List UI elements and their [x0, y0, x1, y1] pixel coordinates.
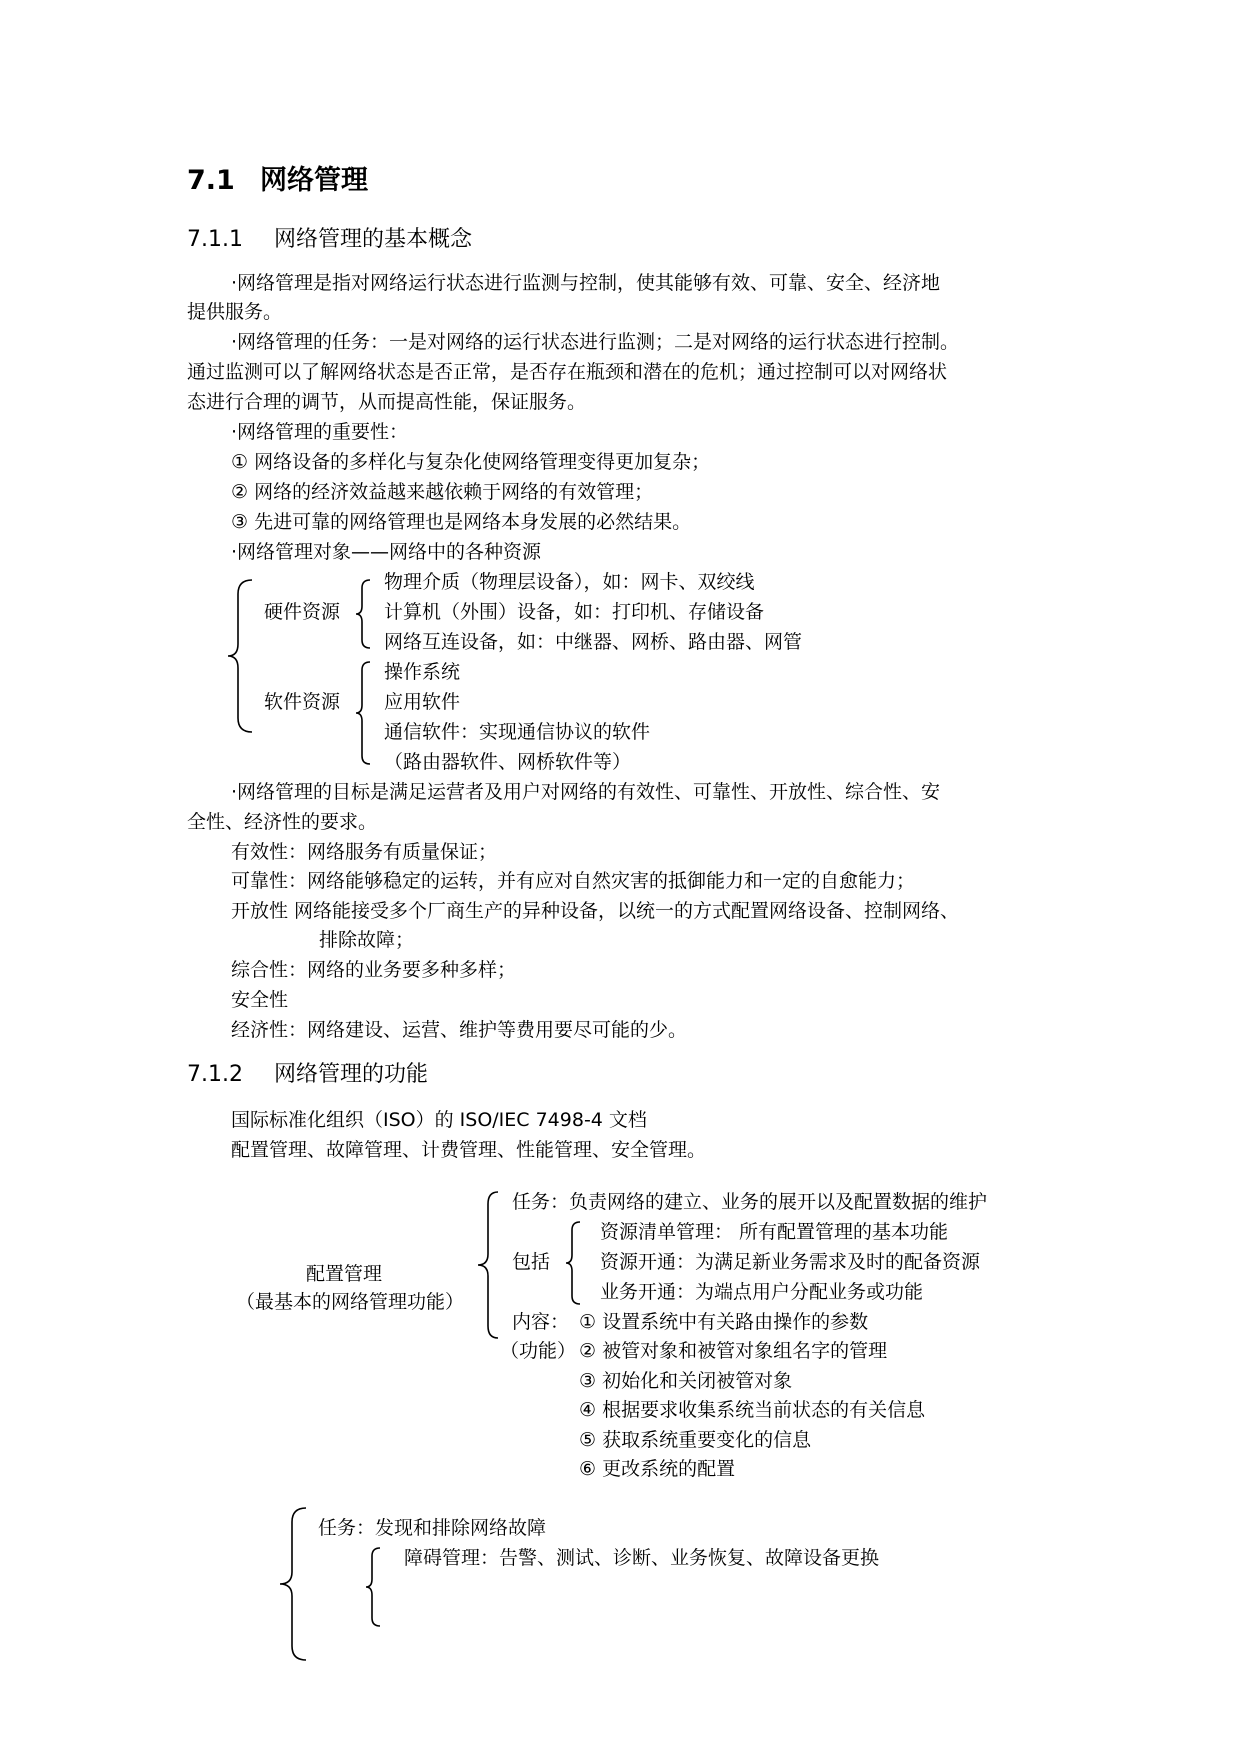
hardware-brace-icon	[352, 578, 376, 650]
content-item: ① 设置系统中有关路由操作的参数	[579, 1311, 869, 1333]
paragraph-line: 国际标准化组织（ISO）的 ISO/IEC 7498-4 文档	[231, 1109, 647, 1131]
includes-item: 业务开通：为端点用户分配业务或功能	[600, 1281, 924, 1303]
config-label: 配置管理	[306, 1263, 383, 1285]
content-item: ⑤ 获取系统重要变化的信息	[579, 1429, 812, 1451]
config-task: 任务：负责网络的建立、业务的展开以及配置数据的维护	[512, 1191, 988, 1213]
section-title: 网络管理	[260, 165, 368, 196]
subsection-number: 7.1.2	[187, 1062, 243, 1087]
hardware-item: 网络互连设备，如：中继器、网桥、路由器、网管	[384, 631, 803, 653]
fault-brace-icon	[276, 1506, 312, 1662]
goal-item: 排除故障；	[319, 929, 415, 951]
goal-item: 安全性	[231, 989, 289, 1011]
software-item: （路由器软件、网桥软件等）	[384, 751, 632, 773]
goal-item: 综合性：网络的业务要多种多样；	[231, 959, 517, 981]
software-item: 通信软件：实现通信协议的软件	[384, 721, 651, 743]
hardware-item: 计算机（外围）设备，如：打印机、存储设备	[384, 601, 765, 623]
software-item: 应用软件	[384, 691, 461, 713]
content-item: ⑥ 更改系统的配置	[579, 1458, 736, 1480]
config-sublabel: （最基本的网络管理功能）	[236, 1291, 465, 1313]
obstacle-brace-icon	[362, 1546, 386, 1628]
includes-brace-icon	[562, 1220, 586, 1306]
list-item: ② 网络的经济效益越来越依赖于网络的有效管理；	[231, 481, 654, 503]
content-item: ③ 初始化和关闭被管对象	[579, 1370, 793, 1392]
obstacle-item: 障碍管理：告警、测试、诊断、业务恢复、故障设备更换	[404, 1547, 880, 1569]
fault-task: 任务：发现和排除网络故障	[318, 1517, 547, 1539]
goal-item: 可靠性：网络能够稳定的运转，并有应对自然灾害的抵御能力和一定的自愈能力；	[231, 870, 916, 892]
hardware-item: 物理介质（物理层设备），如：网卡、双绞线	[384, 571, 755, 593]
goal-item: 经济性：网络建设、运营、维护等费用要尽可能的少。	[231, 1019, 688, 1041]
paragraph-line: 配置管理、故障管理、计费管理、性能管理、安全管理。	[231, 1139, 707, 1161]
software-label: 软件资源	[264, 691, 341, 713]
software-item: 操作系统	[384, 661, 461, 683]
paragraph-line: ·网络管理是指对网络运行状态进行监测与控制，使其能够有效、可靠、安全、经济地	[231, 272, 941, 294]
list-item: ③ 先进可靠的网络管理也是网络本身发展的必然结果。	[231, 511, 692, 533]
section-number: 7.1	[187, 165, 235, 196]
subsection-title: 网络管理的基本概念	[274, 227, 473, 252]
paragraph-line: 通过监测可以了解网络状态是否正常，是否存在瓶颈和潜在的危机；通过控制可以对网络状	[187, 361, 948, 383]
config-brace-icon	[474, 1190, 504, 1340]
paragraph-line: 态进行合理的调节，从而提高性能，保证服务。	[187, 391, 587, 413]
includes-label: 包括	[512, 1251, 551, 1273]
includes-item: 资源清单管理： 所有配置管理的基本功能	[600, 1221, 949, 1243]
content-sublabel: （功能）	[500, 1340, 577, 1362]
content-label: 内容：	[512, 1311, 570, 1333]
objects-heading: ·网络管理对象——网络中的各种资源	[231, 541, 542, 563]
paragraph-line: 全性、经济性的要求。	[187, 811, 378, 833]
subsection-number: 7.1.1	[187, 227, 243, 252]
outer-brace-icon	[224, 578, 260, 734]
subsection-title: 网络管理的功能	[274, 1062, 429, 1087]
goal-item: 开放性 网络能接受多个厂商生产的异种设备，以统一的方式配置网络设备、控制网络、	[231, 900, 960, 922]
list-item: ① 网络设备的多样化与复杂化使网络管理变得更加复杂；	[231, 451, 711, 473]
content-item: ④ 根据要求收集系统当前状态的有关信息	[579, 1399, 926, 1421]
paragraph-line: ·网络管理的目标是满足运营者及用户对网络的有效性、可靠性、开放性、综合性、安	[231, 781, 941, 803]
paragraph-line: 提供服务。	[187, 301, 283, 323]
paragraph-line: ·网络管理的任务：一是对网络的运行状态进行监测；二是对网络的运行状态进行控制。	[231, 331, 960, 353]
goal-item: 有效性：网络服务有质量保证；	[231, 841, 498, 863]
importance-heading: ·网络管理的重要性：	[231, 421, 409, 443]
software-brace-icon	[352, 660, 376, 766]
includes-item: 资源开通：为满足新业务需求及时的配备资源	[600, 1251, 981, 1273]
hardware-label: 硬件资源	[264, 601, 341, 623]
content-item: ② 被管对象和被管对象组名字的管理	[579, 1340, 888, 1362]
